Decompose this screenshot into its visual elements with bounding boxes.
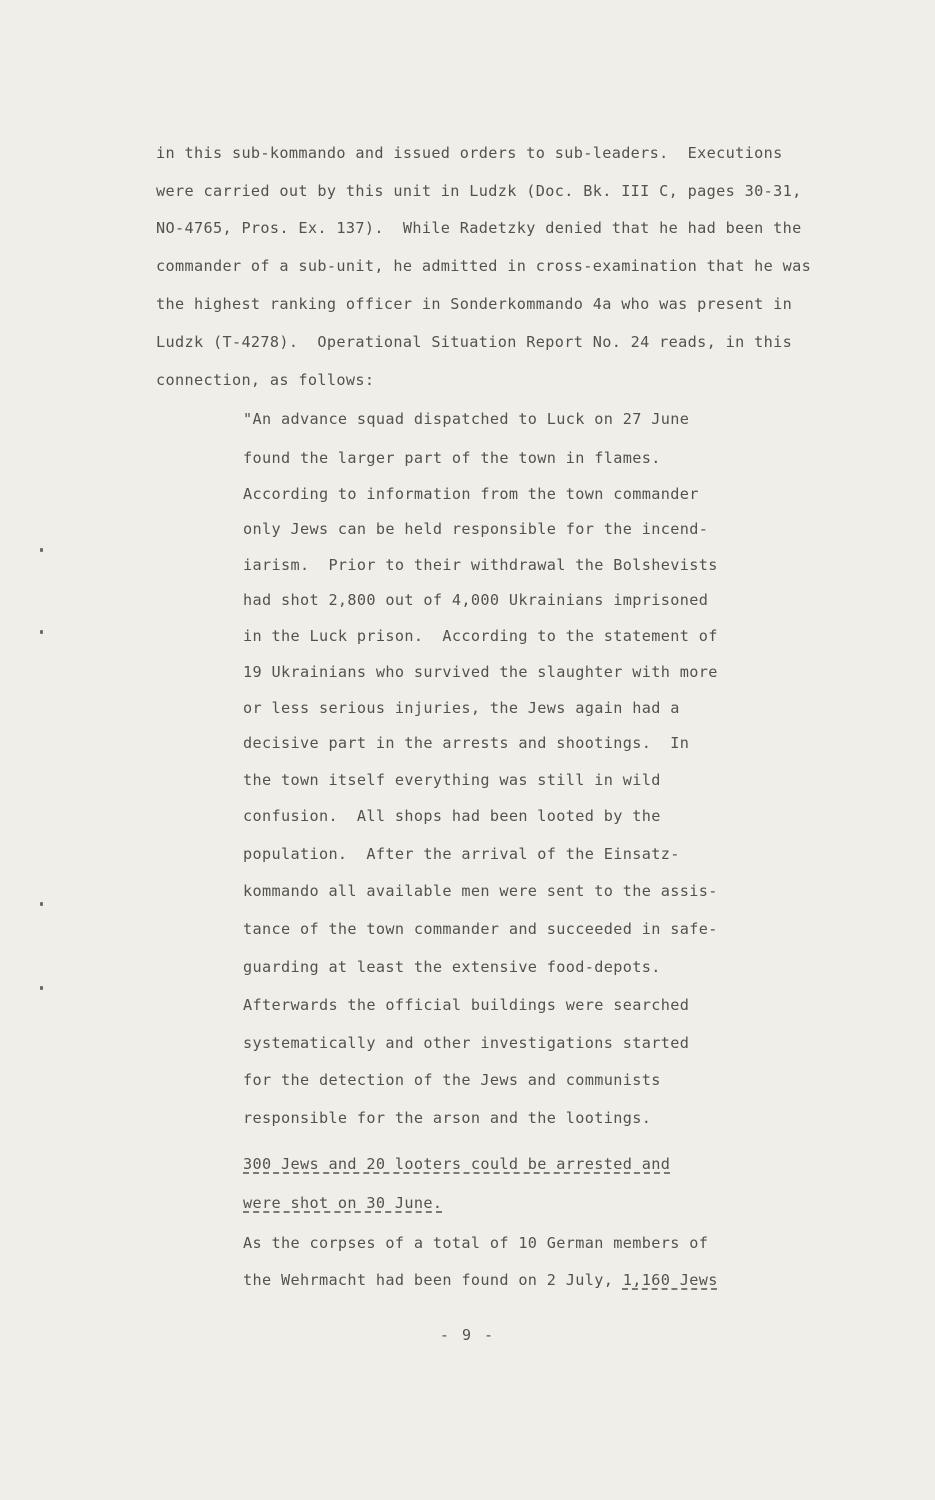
closing-line-2-underlined: 1,160 Jews: [622, 1271, 718, 1289]
quote-line-11: the town itself everything was still in wild: [243, 771, 661, 789]
underlined-line-1: 300 Jews and 20 looters could be arrested and: [243, 1155, 671, 1173]
quote-line-20: responsible for the arson and the lootings.: [243, 1109, 652, 1127]
quote-line-17: Afterwards the official buildings were searched: [243, 996, 690, 1014]
margin-mark: [40, 548, 43, 552]
body-line-3: NO-4765, Pros. Ex. 137). While Radetzky denied that he had been the: [156, 219, 802, 237]
closing-line-1: As the corpses of a total of 10 German members of: [243, 1234, 709, 1252]
quote-line-10: decisive part in the arrests and shootings. In: [243, 734, 690, 752]
underlined-line-2: were shot on 30 June.: [243, 1194, 443, 1212]
quote-line-2: found the larger part of the town in flames.: [243, 449, 661, 467]
margin-mark: [40, 902, 43, 906]
closing-line-2: [243, 1270, 718, 1290]
body-line-2: were carried out by this unit in Ludzk (Doc. Bk. III C, pages 30-31,: [156, 182, 802, 200]
quote-line-8: 19 Ukrainians who survived the slaughter with more: [243, 663, 718, 681]
quote-line-12: confusion. All shops had been looted by the: [243, 807, 661, 825]
body-line-5: the highest ranking officer in Sonderkommando 4a who was present in: [156, 295, 793, 313]
body-line-1: in this sub-kommando and issued orders to sub-leaders. Executions: [156, 144, 783, 162]
quote-line-5: iarism. Prior to their withdrawal the Bolshevists: [243, 556, 718, 574]
body-line-6: Ludzk (T-4278). Operational Situation Report No. 24 reads, in this: [156, 333, 793, 351]
quote-line-16: guarding at least the extensive food-depots.: [243, 958, 661, 976]
quote-line-7: in the Luck prison. According to the statement of: [243, 627, 718, 645]
page-number: - 9 -: [439, 1326, 496, 1344]
body-line-7: connection, as follows:: [156, 371, 375, 389]
margin-mark: [40, 630, 43, 634]
quote-line-15: tance of the town commander and succeeded in safe-: [243, 920, 718, 938]
quote-line-9: or less serious injuries, the Jews again had a: [243, 699, 680, 717]
quote-line-18: systematically and other investigations started: [243, 1034, 690, 1052]
quote-line-13: population. After the arrival of the Einsatz-: [243, 845, 680, 863]
quote-line-4: only Jews can be held responsible for the incend-: [243, 520, 709, 538]
quote-line-1: "An advance squad dispatched to Luck on 27 June: [243, 410, 690, 428]
quote-line-3: According to information from the town commander: [243, 485, 699, 503]
margin-mark: [40, 986, 43, 990]
quote-line-19: for the detection of the Jews and communists: [243, 1071, 661, 1089]
body-line-4: commander of a sub-unit, he admitted in cross-examination that he was: [156, 257, 812, 275]
quote-line-14: kommando all available men were sent to the assis-: [243, 882, 718, 900]
closing-line-2-text: the Wehrmacht had been found on 2 July,: [243, 1271, 623, 1289]
quote-line-6: had shot 2,800 out of 4,000 Ukrainians imprisoned: [243, 591, 709, 609]
